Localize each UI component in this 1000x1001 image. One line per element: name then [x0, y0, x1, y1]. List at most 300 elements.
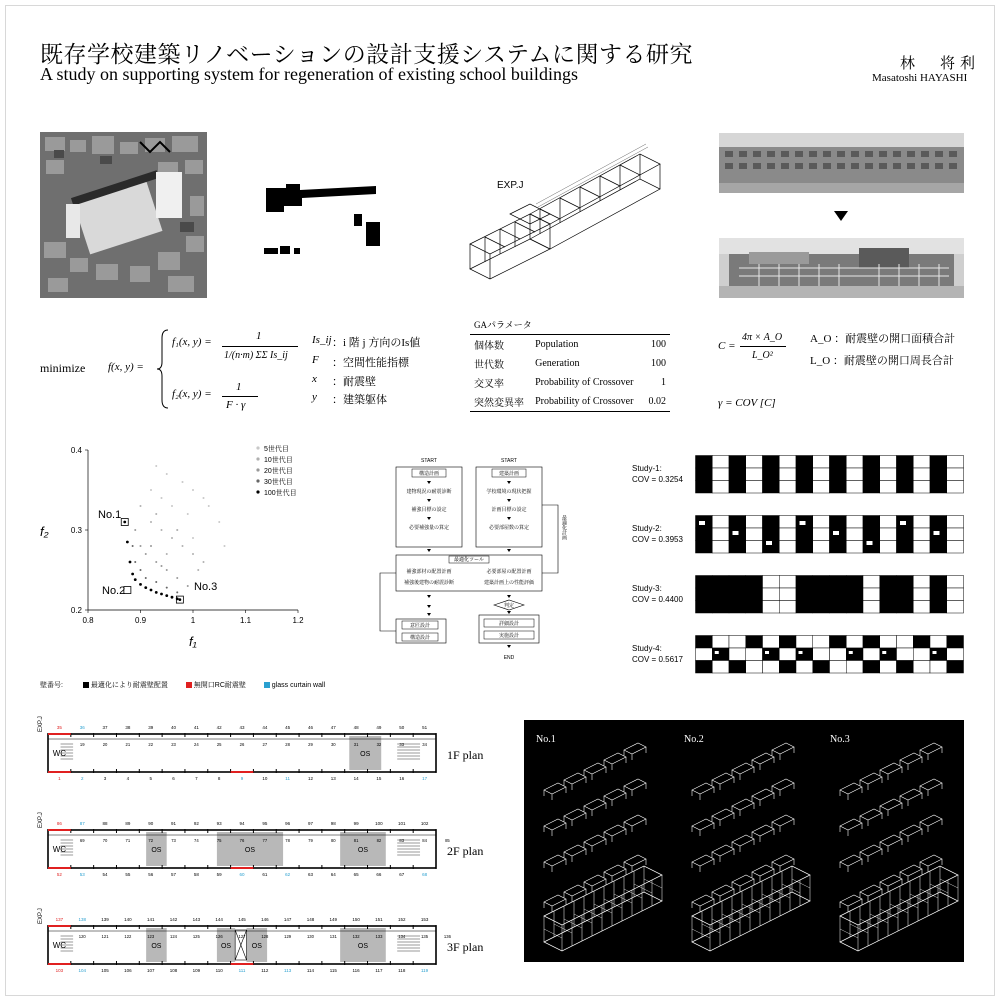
flow-left-2: 補強目標の設定	[411, 507, 447, 513]
plan-label: 1F plan	[447, 748, 484, 762]
def-sym-4: y	[312, 391, 317, 403]
data-point	[171, 505, 173, 507]
study-cell	[696, 468, 713, 481]
flow-end: END	[503, 655, 515, 661]
ga-en: Generation	[535, 358, 580, 369]
wall-module	[752, 789, 774, 806]
wall-number-top: 44	[262, 725, 268, 730]
wall-number-top: 140	[124, 917, 132, 922]
study-cell	[913, 481, 930, 494]
legend-label: 10世代目	[264, 457, 293, 464]
data-point	[182, 481, 184, 483]
wall-number-bottom: 13	[330, 776, 336, 781]
wall-number-top: 51	[422, 725, 428, 730]
wall-number-bottom: 118	[398, 968, 406, 973]
study-cov: COV = 0.3953	[632, 535, 683, 544]
wall-number-inner: 73	[171, 838, 176, 843]
study-cell	[930, 456, 947, 469]
study-cell	[897, 636, 914, 649]
frame-top	[692, 866, 810, 925]
f2-fraction-bar	[222, 396, 258, 397]
study-cell	[913, 636, 930, 649]
wall-number-bottom: 15	[376, 776, 382, 781]
wall-number-top: 47	[330, 725, 336, 730]
flow-side: 最適化ツール	[454, 557, 484, 563]
frame-beam	[544, 929, 562, 938]
wall-number-inner: 28	[285, 742, 290, 747]
study-cell	[846, 456, 863, 469]
frame-beam	[860, 919, 878, 928]
plan-label: 3F plan	[447, 940, 484, 954]
study-cell	[813, 588, 830, 601]
study-cell	[779, 456, 796, 469]
study-cell	[846, 636, 863, 649]
building-footprint	[258, 176, 388, 264]
wall-number-inner: 128	[261, 934, 269, 939]
wall-number-bottom: 9	[240, 776, 244, 781]
ga-ja: 突然変異率	[470, 392, 531, 412]
wall-number-inner: 127	[238, 934, 246, 939]
wall-number-bottom: 8	[217, 776, 221, 781]
study-cell	[913, 528, 930, 541]
os-label: OS	[244, 847, 256, 854]
study-cell	[880, 468, 897, 481]
wall-module	[900, 825, 922, 842]
frame-beam	[920, 889, 938, 898]
data-point	[192, 553, 194, 555]
study-cell	[746, 468, 763, 481]
study-cell	[712, 528, 729, 541]
data-point	[155, 513, 157, 515]
study-cell	[880, 648, 897, 661]
wall-module	[544, 855, 566, 872]
data-point	[140, 569, 142, 571]
wall-number-bottom: 6	[172, 776, 175, 781]
frame-beam	[614, 894, 632, 903]
wall-number-top: 92	[193, 821, 199, 826]
def-desc-1: ：i 階 j 方向のIs値	[332, 337, 421, 349]
wall-number-top: 139	[101, 917, 109, 922]
flow-mid-left-1: 補強後建物の耐震診断	[403, 580, 455, 586]
study-cell	[913, 456, 930, 469]
flow-mid-left-0: 補強部材の配置計画	[406, 569, 452, 575]
study-cell	[846, 576, 863, 589]
y-tick-label: 0.4	[70, 446, 82, 455]
study-cell	[796, 661, 813, 674]
study-cell	[779, 541, 796, 554]
study-cell	[746, 588, 763, 601]
wall-number-bottom: 106	[124, 968, 132, 973]
os-label: OS	[360, 751, 371, 758]
wall-number-inner: 129	[284, 934, 292, 939]
wall-number-bottom: 1	[58, 776, 61, 781]
legend-prefix: 壁番号:	[40, 682, 63, 689]
flow-right-0: 建築計画	[498, 471, 520, 477]
study-window	[799, 651, 803, 654]
data-point	[131, 573, 134, 576]
wall-number-bottom: 4	[126, 776, 130, 781]
data-point	[155, 465, 157, 467]
ga-ja: 交叉率	[474, 379, 504, 390]
wall-number-bottom: 66	[376, 872, 382, 877]
frame-beam	[564, 919, 582, 928]
study-cell	[930, 541, 947, 554]
arrow-down-icon	[833, 210, 849, 222]
ga-ja: 個体数	[470, 335, 531, 355]
frame-top	[840, 866, 958, 925]
frame-beam	[574, 914, 592, 923]
wall-number-inner: 27	[262, 742, 268, 747]
wall-number-bottom: 62	[285, 872, 291, 877]
wall-number-bottom: 57	[171, 872, 177, 877]
study-cell	[930, 648, 947, 661]
study-cell	[813, 636, 830, 649]
study-cell	[796, 528, 813, 541]
study-cell	[712, 481, 729, 494]
study-cell	[763, 636, 780, 649]
study-cell	[880, 516, 897, 529]
wall-module	[692, 783, 714, 800]
study-cell	[779, 636, 796, 649]
wall-number-bottom: 3	[103, 776, 107, 781]
flow-left-1: 建物現況の耐震診断	[406, 489, 452, 495]
flow-right-3: 必要部屋数の算定	[488, 525, 530, 531]
study-cell	[729, 516, 746, 529]
wall-number-bottom: 109	[192, 968, 201, 973]
model-label-3: No.3	[830, 734, 850, 745]
study-cell	[880, 456, 897, 469]
study-cell	[729, 481, 746, 494]
study-window	[867, 541, 873, 545]
study-window	[766, 541, 772, 545]
minimize-label: minimize	[40, 361, 86, 375]
study-cell	[796, 541, 813, 554]
data-point	[155, 581, 157, 583]
study-cell	[779, 648, 796, 661]
frame-beam	[880, 909, 898, 918]
wall-number-inner: 31	[353, 742, 359, 747]
study-cell	[796, 468, 813, 481]
wall-number-inner: 33	[399, 742, 405, 747]
wall-module	[900, 789, 922, 806]
legend-swatch-black	[83, 682, 89, 688]
study-cell	[779, 576, 796, 589]
y-tick-label: 0.3	[70, 526, 82, 535]
wall-number-inner: 76	[239, 838, 245, 843]
study-cell	[913, 468, 930, 481]
study-cell	[930, 588, 947, 601]
ga-row	[470, 335, 670, 355]
study-cell	[947, 661, 964, 674]
wall-number-inner: 85	[445, 838, 450, 843]
wall-number-bottom: 60	[239, 872, 245, 877]
study-cell	[746, 456, 763, 469]
study-cell	[897, 601, 914, 614]
legend-marker	[256, 446, 259, 449]
study-cell	[796, 456, 813, 469]
study-cell	[947, 528, 964, 541]
data-point	[123, 521, 126, 524]
flow-start-right: START	[501, 458, 517, 464]
wall-number-inner: 81	[353, 838, 359, 843]
wall-module	[692, 895, 714, 912]
wall-module	[860, 845, 882, 862]
def-sym-1: Is_ij	[312, 334, 332, 346]
wall-module	[860, 773, 882, 790]
data-point	[140, 505, 142, 507]
wall-number-bottom: 16	[399, 776, 405, 781]
study-cell	[930, 576, 947, 589]
study-window	[933, 651, 937, 654]
wall-number-bottom: 115	[329, 968, 337, 973]
title-english: A study on supporting system for regeneration of existing school buildings	[40, 64, 578, 84]
ga-parameter-table	[470, 334, 670, 412]
f1-fraction-bar	[222, 346, 298, 347]
data-point	[197, 569, 199, 571]
flow-bottom-right-1: 実施設計	[498, 633, 520, 639]
wall-number-top: 98	[330, 821, 336, 826]
wall-module	[584, 875, 606, 892]
study-cell	[763, 481, 780, 494]
study-cell	[813, 661, 830, 674]
study-cell	[863, 516, 880, 529]
study-cell	[696, 528, 713, 541]
study-cell	[712, 661, 729, 674]
study-cell	[746, 516, 763, 529]
study-cell	[696, 576, 713, 589]
x-axis-label: f₁	[189, 634, 197, 649]
wall-number-bottom: 64	[330, 872, 336, 877]
ga-value: 0.02	[643, 392, 670, 412]
study-window	[882, 651, 886, 654]
wall-module	[564, 773, 586, 790]
wall-module	[624, 815, 646, 832]
data-point	[171, 596, 174, 599]
wall-number-top: 48	[353, 725, 359, 730]
wall-module	[604, 753, 626, 770]
legend-marker	[256, 490, 259, 493]
wall-module	[752, 753, 774, 770]
wall-module	[544, 783, 566, 800]
study-cell	[746, 576, 763, 589]
frame-beam	[940, 879, 958, 888]
study-cell	[947, 481, 964, 494]
wall-number-top: 86	[56, 821, 62, 826]
flow-mid-right-1: 建築計画上の性能評価	[483, 580, 535, 586]
study-cell	[779, 528, 796, 541]
study-cell	[796, 636, 813, 649]
wall-module	[712, 885, 734, 902]
study-cell	[729, 541, 746, 554]
study-cell	[763, 516, 780, 529]
wall-number-bottom: 104	[78, 968, 86, 973]
study-cell	[897, 648, 914, 661]
study-cell	[846, 661, 863, 674]
study-cell	[930, 468, 947, 481]
study-cell	[779, 661, 796, 674]
study-cell	[729, 601, 746, 614]
study-window	[765, 651, 769, 654]
data-point	[192, 489, 194, 491]
wall-number-bottom: 114	[306, 968, 315, 973]
frame-top	[544, 866, 662, 925]
def-sym-3: x	[312, 373, 317, 385]
study-cell	[897, 588, 914, 601]
study-cell	[729, 468, 746, 481]
study-cell	[813, 648, 830, 661]
wall-number-bottom: 2	[80, 776, 84, 781]
wall-module	[920, 779, 942, 796]
ga-caption: GAパラメータ	[474, 320, 532, 330]
wall-number-bottom: 63	[307, 872, 313, 877]
study-cell	[696, 661, 713, 674]
flow-bottom-left-0: 意匠設計	[409, 623, 431, 629]
study-window	[699, 521, 705, 525]
data-point	[208, 505, 210, 507]
study-grid	[695, 515, 965, 553]
y-axis-label: f₂	[40, 524, 49, 539]
wall-number-bottom: 14	[353, 776, 359, 781]
os-label: OS	[151, 943, 162, 950]
study-cell	[763, 588, 780, 601]
study-window	[900, 521, 906, 525]
study-cell	[779, 481, 796, 494]
wall-number-inner: 82	[376, 838, 382, 843]
wall-module	[712, 809, 734, 826]
study-cell	[763, 648, 780, 661]
frame-beam	[702, 924, 720, 933]
wall-number-bottom: 55	[125, 872, 131, 877]
ga-en: Probability of Crossover	[535, 377, 634, 388]
wall-number-top: 137	[55, 917, 64, 922]
x-tick-label: 0.9	[134, 616, 147, 625]
study-cell	[813, 528, 830, 541]
study-cell	[880, 636, 897, 649]
study-cell	[729, 456, 746, 469]
wall-number-inner: 123	[147, 934, 155, 939]
frame-beam	[732, 909, 750, 918]
wall-number-bottom: 12	[307, 776, 313, 781]
wall-number-top: 41	[193, 725, 199, 730]
f1-label: f₁(x, y) =	[172, 336, 212, 348]
wall-number-bottom: 119	[420, 968, 429, 973]
annotation-label: No.3	[194, 581, 218, 593]
study-cell	[746, 661, 763, 674]
aerial-photo	[40, 132, 207, 298]
author-english: Masatoshi HAYASHI	[872, 72, 968, 84]
study-cell	[830, 636, 847, 649]
study-cell	[913, 588, 930, 601]
wall-number-top: 150	[352, 917, 360, 922]
ga-row	[470, 354, 670, 373]
study-cell	[746, 648, 763, 661]
flow-bottom-right-0: 詳細設計	[498, 621, 520, 627]
data-point	[134, 561, 136, 563]
study-cell	[897, 576, 914, 589]
wall-number-bottom: 11	[285, 776, 290, 781]
study-window	[934, 531, 940, 535]
frame-beam	[850, 924, 868, 933]
wall-module	[604, 825, 626, 842]
study-cell	[712, 588, 729, 601]
study-cell	[863, 636, 880, 649]
frame-beam	[604, 899, 622, 908]
data-point	[155, 561, 157, 563]
wall-number-inner: 69	[79, 838, 85, 843]
study-cell	[846, 516, 863, 529]
design-flowchart	[374, 455, 574, 665]
wall-number-top: 143	[192, 917, 201, 922]
wall-module	[712, 773, 734, 790]
wall-number-bottom: 110	[215, 968, 223, 973]
data-point	[132, 545, 134, 547]
wall-module	[604, 789, 626, 806]
wall-number-inner: 25	[216, 742, 222, 747]
study-cell	[930, 636, 947, 649]
model-label-1: No.1	[536, 734, 556, 745]
expj-wireframe	[440, 144, 670, 284]
study-cell	[779, 601, 796, 614]
wall-number-top: 96	[285, 821, 291, 826]
wall-number-inner: 124	[170, 934, 178, 939]
study-grid	[695, 635, 965, 673]
y-tick-label: 0.2	[70, 606, 82, 615]
study-label	[632, 463, 683, 485]
model-wireframes	[524, 720, 964, 962]
study-cell	[763, 576, 780, 589]
data-point	[166, 553, 168, 555]
wall-number-inner: 70	[102, 838, 108, 843]
model-panel	[524, 720, 964, 962]
ga-value: 100	[643, 335, 670, 355]
study-cell	[947, 468, 964, 481]
wc-label: WC	[52, 941, 67, 950]
data-point	[176, 529, 178, 531]
wall-number-inner: 71	[125, 838, 131, 843]
wall-number-inner: 83	[399, 838, 405, 843]
study-cell	[830, 456, 847, 469]
wall-module	[772, 855, 794, 872]
study-cell	[913, 516, 930, 529]
wall-number-top: 43	[239, 725, 245, 730]
data-point	[203, 561, 205, 563]
study-cell	[947, 541, 964, 554]
study-grid	[695, 575, 965, 613]
study-cell	[947, 456, 964, 469]
data-point	[145, 577, 147, 579]
os-label: OS	[220, 943, 232, 950]
study-cell	[947, 576, 964, 589]
data-point	[129, 561, 132, 564]
wall-number-inner: 34	[422, 742, 427, 747]
study-cell	[930, 661, 947, 674]
study-cell	[796, 576, 813, 589]
study-grid	[695, 455, 965, 493]
wall-number-top: 89	[125, 821, 131, 826]
wall-module	[772, 815, 794, 832]
study-cell	[746, 528, 763, 541]
study-cell	[863, 648, 880, 661]
data-point	[161, 565, 163, 567]
wall-number-inner: 22	[148, 742, 154, 747]
data-point	[150, 489, 152, 491]
wall-module	[732, 875, 754, 892]
ga-row	[470, 392, 670, 412]
annotation-label: No.2	[102, 585, 126, 597]
ao-definition: A_O ：耐震壁の開口面積合計	[810, 333, 956, 345]
study-cell	[897, 481, 914, 494]
data-point	[150, 589, 153, 592]
